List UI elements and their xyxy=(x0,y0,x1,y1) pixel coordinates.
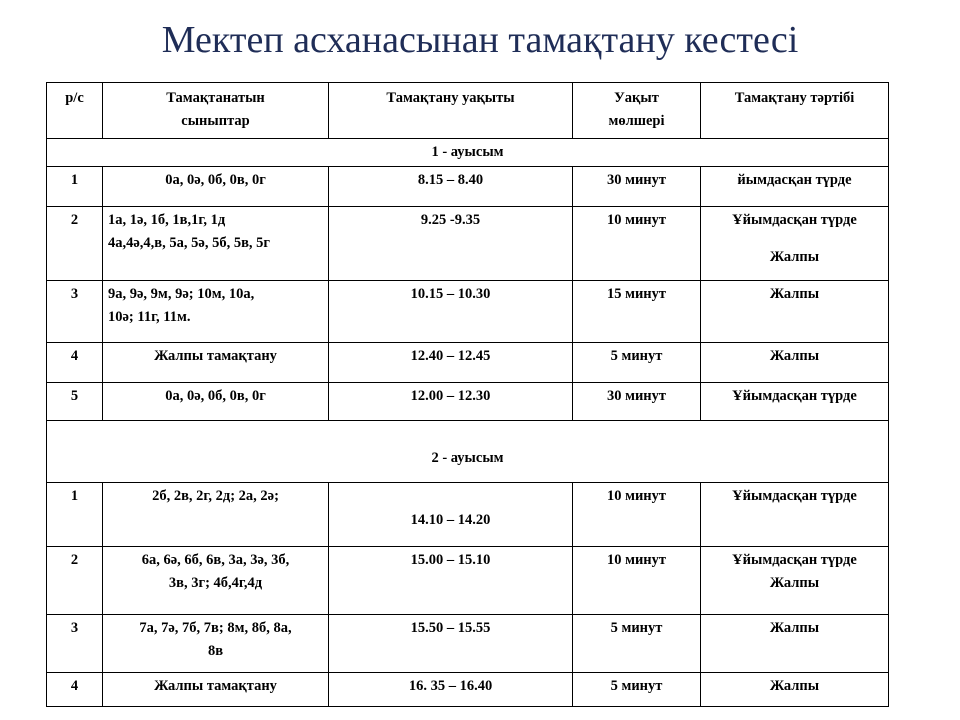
cell-classes-line2: 3в, 3г; 4б,4г,4д xyxy=(168,575,263,591)
cell-order-line1: Ұйымдасқан түрде xyxy=(732,552,857,568)
cell-num: 3 xyxy=(47,615,103,673)
cell-classes xyxy=(103,207,329,281)
cell-classes-line1: 1а, 1ә, 1б, 1в,1г, 1д xyxy=(108,212,226,228)
shift-row xyxy=(47,139,889,167)
shift-2-label: 2 - ауысым xyxy=(47,421,889,483)
table-row xyxy=(47,383,889,421)
cell-duration: 10 минут xyxy=(573,483,701,547)
header-duration-line2: мөлшері xyxy=(608,113,665,129)
cell-duration: 15 минут xyxy=(573,281,701,343)
header-classes-line2: сыныптар xyxy=(181,113,250,129)
cell-classes-line1: 6а, 6ә, 6б, 6в, 3а, 3ә, 3б, xyxy=(141,552,290,568)
cell-classes xyxy=(103,547,329,615)
cell-classes xyxy=(103,615,329,673)
shift-1-label: 1 - ауысым xyxy=(47,139,889,167)
schedule-table xyxy=(46,82,889,707)
cell-time: 12.00 – 12.30 xyxy=(329,383,573,421)
table-row xyxy=(47,615,889,673)
cell-time: 10.15 – 10.30 xyxy=(329,281,573,343)
cell-num: 4 xyxy=(47,343,103,383)
cell-duration: 10 минут xyxy=(573,207,701,281)
table-row xyxy=(47,547,889,615)
cell-order-line1: Ұйымдасқан түрде xyxy=(732,212,857,228)
cell-classes: Жалпы тамақтану xyxy=(103,673,329,707)
table-row xyxy=(47,483,889,547)
cell-num: 5 xyxy=(47,383,103,421)
cell-num: 4 xyxy=(47,673,103,707)
cell-time: 14.10 – 14.20 xyxy=(329,483,573,547)
cell-time: 12.40 – 12.45 xyxy=(329,343,573,383)
cell-classes xyxy=(103,281,329,343)
header-duration-line1: Уақыт xyxy=(614,90,659,106)
cell-order: Жалпы xyxy=(701,281,889,343)
cell-order: йымдасқан түрде xyxy=(701,167,889,207)
header-time: Тамақтану уақыты xyxy=(329,83,573,139)
cell-duration: 5 минут xyxy=(573,615,701,673)
cell-classes-line1: 9а, 9ә, 9м, 9ә; 10м, 10а, xyxy=(108,286,255,302)
cell-classes-line1: 7а, 7ә, 7б, 7в; 8м, 8б, 8а, xyxy=(139,620,292,636)
table-row xyxy=(47,343,889,383)
cell-order: Жалпы xyxy=(701,615,889,673)
cell-order xyxy=(701,547,889,615)
cell-order: Ұйымдасқан түрде xyxy=(701,483,889,547)
cell-time: 9.25 -9.35 xyxy=(329,207,573,281)
cell-duration: 30 минут xyxy=(573,383,701,421)
cell-classes-line2: 4а,4ә,4,в, 5а, 5ә, 5б, 5в, 5г xyxy=(108,235,270,251)
shift-row xyxy=(47,421,889,483)
cell-order: Жалпы xyxy=(701,673,889,707)
cell-num: 3 xyxy=(47,281,103,343)
cell-time: 15.50 – 15.55 xyxy=(329,615,573,673)
header-duration xyxy=(573,83,701,139)
cell-classes: 2б, 2в, 2г, 2д; 2а, 2ә; xyxy=(103,483,329,547)
cell-num: 1 xyxy=(47,483,103,547)
cell-classes: Жалпы тамақтану xyxy=(103,343,329,383)
header-num: р/с xyxy=(47,83,103,139)
table-row xyxy=(47,281,889,343)
cell-time: 15.00 – 15.10 xyxy=(329,547,573,615)
header-order: Тамақтану тәртібі xyxy=(701,83,889,139)
cell-order-line2: Жалпы xyxy=(769,249,820,265)
table-row xyxy=(47,167,889,207)
cell-classes-line2: 8в xyxy=(207,643,224,659)
cell-classes: 0а, 0ә, 0б, 0в, 0г xyxy=(103,383,329,421)
cell-num: 2 xyxy=(47,207,103,281)
cell-duration: 5 минут xyxy=(573,343,701,383)
cell-classes-line2: 10ә; 11г, 11м. xyxy=(108,309,191,325)
header-row xyxy=(47,83,889,139)
cell-duration: 5 минут xyxy=(573,673,701,707)
cell-time: 8.15 – 8.40 xyxy=(329,167,573,207)
cell-order: Ұйымдасқан түрде xyxy=(701,383,889,421)
table-row xyxy=(47,207,889,281)
cell-order xyxy=(701,207,889,281)
table-row xyxy=(47,673,889,707)
cell-order-line2: Жалпы xyxy=(769,575,820,591)
cell-classes: 0а, 0ә, 0б, 0в, 0г xyxy=(103,167,329,207)
page-title: Мектеп асханасынан тамақтану кестесі xyxy=(161,19,799,61)
header-classes xyxy=(103,83,329,139)
cell-order: Жалпы xyxy=(701,343,889,383)
cell-duration: 10 минут xyxy=(573,547,701,615)
cell-num: 1 xyxy=(47,167,103,207)
cell-num: 2 xyxy=(47,547,103,615)
cell-duration: 30 минут xyxy=(573,167,701,207)
header-classes-line1: Тамақтанатын xyxy=(166,90,265,106)
cell-time: 16. 35 – 16.40 xyxy=(329,673,573,707)
